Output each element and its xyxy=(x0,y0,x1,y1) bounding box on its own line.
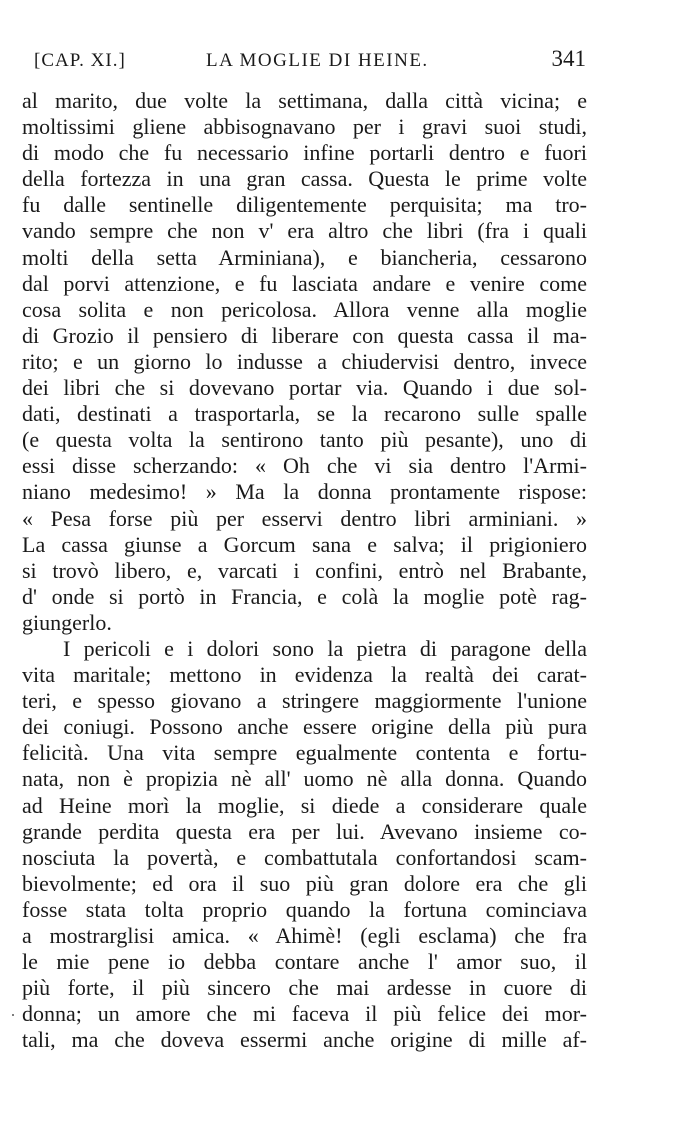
text-line: rito; e un giorno lo indusse a chiudervisi dentro, invece xyxy=(22,348,587,374)
text-line: di modo che fu necessario infine portarli dentro e fuori xyxy=(22,140,587,166)
text-line: felicità. Una vita sempre egualmente contenta e fortu- xyxy=(22,740,587,766)
text-line: si trovò libero, e, varcati i confini, entrò nel Brabante, xyxy=(22,557,587,583)
text-line: grande perdita questa era per lui. Avevano insieme co- xyxy=(22,818,587,844)
body-text xyxy=(22,88,587,1053)
text-line: La cassa giunse a Gorcum sana e salva; il prigioniero xyxy=(22,531,587,557)
paragraph xyxy=(22,88,587,636)
text-line: fu dalle sentinelle diligentemente perquisita; ma tro- xyxy=(22,192,587,218)
text-line: nata, non è propizia nè all' uomo nè alla donna. Quando xyxy=(22,766,587,792)
text-line: dal porvi attenzione, e fu lasciata andare e venire come xyxy=(22,270,587,296)
text-line: ad Heine morì la moglie, si diede a considerare quale xyxy=(22,792,587,818)
text-line: fosse stata tolta proprio quando la fortuna cominciava xyxy=(22,896,587,922)
text-line: I pericoli e i dolori sono la pietra di paragone della xyxy=(63,635,587,661)
running-head xyxy=(34,46,586,76)
paragraph xyxy=(22,636,587,1054)
text-line: a mostrarglisi amica. « Ahimè! (egli esclama) che fra xyxy=(22,923,587,948)
text-line: donna; un amore che mi faceva il più felice dei mor- xyxy=(22,1001,587,1027)
chapter-label: [CAP. XI.] xyxy=(34,50,126,71)
text-line: giungerlo. xyxy=(22,609,112,635)
text-line: cosa solita e non pericolosa. Allora venne alla moglie xyxy=(22,296,587,322)
text-line: più forte, il più sincero che mai ardesse in cuore di xyxy=(22,975,587,1001)
text-line: niano medesimo! » Ma la donna prontamente rispose: xyxy=(22,479,587,505)
text-line: vita maritale; mettono in evidenza la realtà dei carat- xyxy=(22,662,587,688)
text-line: vando sempre che non v' era altro che libri (fra i quali xyxy=(22,218,587,244)
text-line: d' onde si portò in Francia, e colà la moglie potè rag- xyxy=(22,583,587,609)
text-line: bievolmente; ed ora il suo più gran dolore era che gli xyxy=(22,870,587,896)
text-line: dei libri che si dovevano portar via. Quando i due sol- xyxy=(22,375,587,401)
text-line: dati, destinati a trasportarla, se la recarono sulle spalle xyxy=(22,401,587,427)
text-line: nosciuta la povertà, e combattutala confortandosi scam- xyxy=(22,844,587,870)
text-line: le mie pene io debba contare anche l' amor suo, il xyxy=(22,949,587,975)
running-title: LA MOGLIE DI HEINE. xyxy=(206,50,429,71)
text-line: moltissimi gliene abbisognavano per i gravi suoi studi, xyxy=(22,114,587,140)
text-line: essi disse scherzando: « Oh che vi sia dentro l'Armi- xyxy=(22,453,587,479)
text-line: di Grozio il pensiero di liberare con questa cassa il ma- xyxy=(22,322,587,348)
text-line: al marito, due volte la settimana, dalla città vicina; e xyxy=(22,88,587,113)
text-line: tali, ma che doveva essermi anche origine di mille af- xyxy=(22,1027,587,1053)
text-line: teri, e spesso giovano a stringere maggiormente l'unione xyxy=(22,688,587,714)
print-speck xyxy=(12,1014,14,1016)
text-line: « Pesa forse più per esservi dentro libri arminiani. » xyxy=(22,505,587,531)
text-line: (e questa volta la sentirono tanto più pesante), uno di xyxy=(22,427,587,453)
page-number: 341 xyxy=(551,46,586,71)
text-line: dei coniugi. Possono anche essere origine della più pura xyxy=(22,714,587,740)
text-line: molti della setta Arminiana), e biancheria, cessarono xyxy=(22,244,587,270)
text-line: della fortezza in una gran cassa. Questa le prime volte xyxy=(22,166,587,192)
